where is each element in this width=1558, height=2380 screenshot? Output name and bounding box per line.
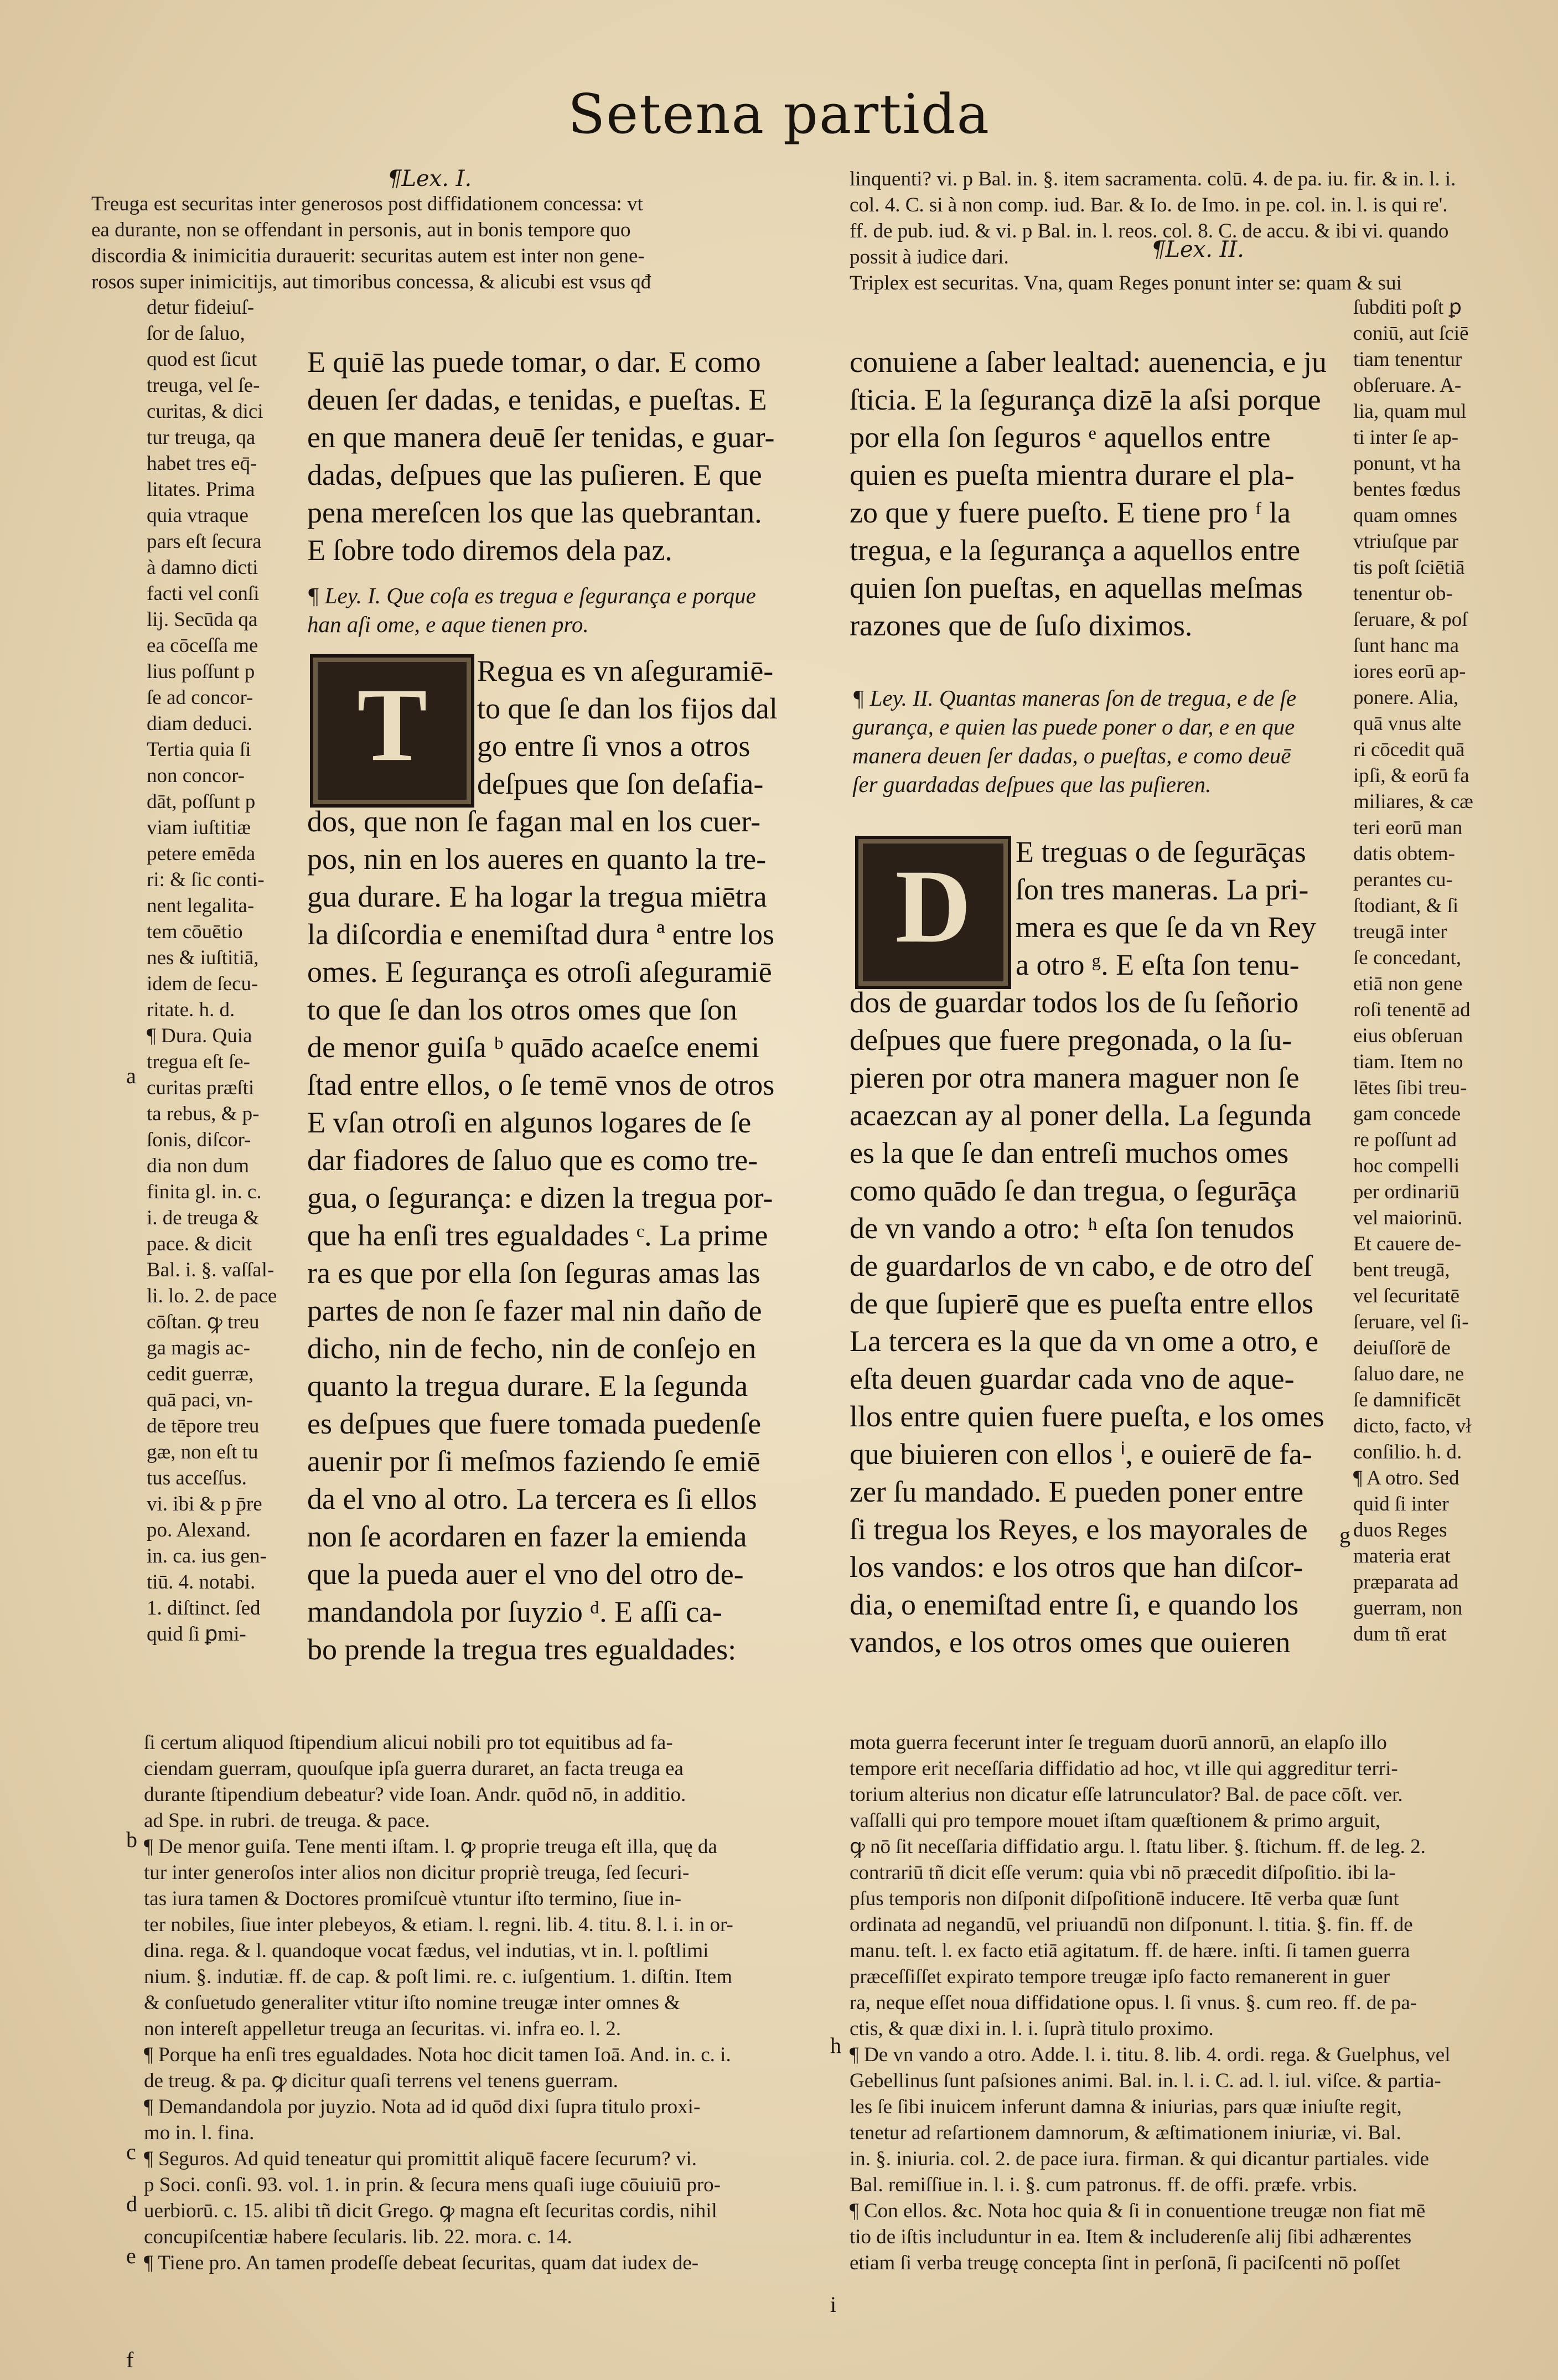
gloss-line: torium alterius non dicatur eſſe latrunculator? Bal. de pace cōſt. ver. — [850, 1783, 1403, 1806]
gloss-line: præceſſiſſet expirato tempore treugæ ipſo facto remanerent in guer — [850, 1965, 1390, 1988]
gloss-line: mota guerra fecerunt inter ſe treguam duorū annorū, an elapſo illo — [850, 1731, 1387, 1754]
gloss-line: roſi tenentē ad — [1353, 998, 1471, 1021]
gloss-line: ¶ Con ellos. &c. Nota hoc quia & ſi in conuentione treugæ non fiat mē — [850, 2200, 1426, 2222]
gloss-line: li. lo. 2. de pace — [147, 1285, 277, 1307]
left-gloss-top — [91, 191, 830, 295]
text-line: omes. E ſegurança es otroſi aſeguramiē — [307, 955, 772, 989]
gloss-line: gæ, non eſt tu — [147, 1441, 258, 1463]
ley-ii-text — [850, 984, 1348, 1661]
text-line: eſta deuen guardar cada vno de aque- — [850, 1362, 1295, 1395]
main-column-2-intro — [850, 343, 1348, 644]
text-line: de que ſupierē que es pueſta entre ellos — [850, 1287, 1314, 1320]
gloss-line: ea cōceſſa me — [147, 634, 258, 657]
text-line: que la pueda auer el vno del otro de- — [307, 1558, 744, 1591]
gloss-line: ff. de pub. iud. & vi. p Bal. in. l. reos. col. 8. C. de accu. & ibi vi. quando — [850, 220, 1449, 242]
gloss-line: tiū. 4. notabi. — [147, 1571, 256, 1593]
gloss-line: Tertia quia ſi — [147, 738, 251, 761]
text-line: mera es que ſe da vn Rey — [1016, 910, 1316, 944]
ley-i-heading — [307, 581, 816, 639]
gloss-line: ritate. h. d. — [147, 998, 235, 1021]
gloss-line: tregua eſt ſe- — [147, 1051, 250, 1073]
text-line: dos de guardar todos los de ſu ſeñorio — [850, 986, 1299, 1019]
text-line: ſticia. E la ſegurança dizē la aſsi porque — [850, 383, 1321, 416]
gloss-line: vel ſecuritatē — [1353, 1285, 1460, 1307]
gloss-line: tiam tenentur — [1353, 348, 1462, 371]
gloss-line: nes & iuſtitiā, — [147, 946, 259, 969]
text-line: mandandola por ſuyzio ᵈ. E aſſi ca- — [307, 1595, 723, 1628]
gloss-line: datis obtem- — [1353, 842, 1455, 865]
gloss-letter-b: b — [126, 1827, 137, 1852]
gloss-letter-h: h — [830, 2033, 841, 2058]
gloss-line: pace. & dicit — [147, 1233, 252, 1255]
gloss-line: manu. teſt. l. ex facto etiā agitatum. ff. de hære. inſti. ſi tamen guerra — [850, 1939, 1410, 1962]
text-line: es deſpues que fuere tomada puedenſe — [307, 1407, 762, 1440]
gloss-line: ¶ Tiene pro. An tamen prodeſſe debeat ſecuritas, quam dat iudex de- — [144, 2252, 699, 2274]
gloss-line: ſubditi poſt ꝑ — [1353, 296, 1462, 319]
gloss-line: ordinata ad negandū, vel priuandū non diſponunt. l. titia. §. fin. ff. de — [850, 1913, 1413, 1936]
gloss-line: po. Alexand. — [147, 1519, 251, 1541]
text-line: pos, nin en los aueres en quanto la tre- — [307, 842, 767, 876]
gloss-line: etiā non gene — [1353, 972, 1463, 995]
gloss-line: treuga, vel ſe- — [147, 374, 260, 397]
initial-letter: D — [895, 848, 971, 965]
gloss-line: ri: & ſic conti- — [147, 868, 265, 891]
gloss-line: ¶ Porque ha enſi tres egualdades. Nota hoc dicit tamen Ioā. And. in. c. i. — [144, 2043, 731, 2066]
text-line: dadas, deſpues que las puſieren. E que — [307, 458, 762, 491]
gloss-letter-a: a — [126, 1063, 136, 1088]
gloss-line: ſor de ſaluo, — [147, 322, 245, 345]
text-line: partes de non ſe fazer mal nin daño de — [307, 1294, 762, 1327]
gloss-line: habet tres eq̄- — [147, 452, 257, 475]
gloss-line: facti vel conſi — [147, 582, 260, 605]
gloss-line: pſus temporis non diſponit diſpoſitionē inducere. Itē verba quæ ſunt — [850, 1887, 1399, 1910]
text-line: quien ſon pueſtas, en aquellas meſmas — [850, 571, 1303, 604]
text-line: conuiene a ſaber lealtad: auenencia, e ju — [850, 345, 1327, 379]
text-line: de guardarlos de vn cabo, e de otro deſ — [850, 1249, 1312, 1282]
text-line: de menor guiſa ᵇ quādo acaeſce enemi — [307, 1031, 760, 1064]
gloss-line: quam omnes — [1353, 504, 1458, 527]
gloss-line: gam concede — [1353, 1103, 1461, 1125]
gloss-line: ¶ A otro. Sed — [1353, 1467, 1459, 1489]
gloss-line: i. de treuga & — [147, 1207, 260, 1229]
text-line: dicho, nin de fecho, nin de conſejo en — [307, 1332, 757, 1365]
gloss-line: lētes ſibi treu- — [1353, 1077, 1467, 1099]
gloss-line: à damno dicti — [147, 556, 258, 579]
left-narrow-gloss — [147, 294, 291, 1647]
text-line: zer ſu mandado. E pueden poner entre — [850, 1475, 1304, 1508]
gloss-line: in. §. iniuria. col. 2. de pace iura. firman. & qui dicantur partiales. vide — [850, 2148, 1429, 2170]
decorated-initial-d — [855, 836, 1011, 989]
heading-line: gurança, e quien las puede poner o dar, e en que — [852, 714, 1295, 739]
ley-ii-beside-initial — [1016, 833, 1348, 984]
gloss-line: guerram, non — [1353, 1597, 1463, 1620]
gloss-line: lij. Secūda qa — [147, 608, 258, 631]
gloss-line: ea durante, non se offendant in personis, aut in bonis tempore quo — [91, 219, 631, 241]
text-line: bo prende la tregua tres egualdades: — [307, 1633, 737, 1666]
text-line: da el vno al otro. La tercera es ſi ellos — [307, 1482, 757, 1515]
gloss-line: tiam. Item no — [1353, 1051, 1463, 1073]
text-line: to que ſe dan los fijos dal — [477, 692, 778, 725]
gloss-line: tem cōuētio — [147, 920, 243, 943]
text-line: gua durare. E ha logar la tregua miētra — [307, 880, 767, 913]
gloss-line: tenetur ad reſartionem damnorum, & æſtimationem iniuriæ, vi. Bal. — [850, 2122, 1401, 2144]
gloss-line: mo in. l. fina. — [144, 2122, 255, 2144]
gloss-line: ¶ Seguros. Ad quid teneatur qui promittit aliquē facere ſecurum? vi. — [144, 2148, 697, 2170]
text-line: to que ſe dan los otros omes que ſon — [307, 993, 737, 1026]
text-line: vandos, e los otros omes que ouieren — [850, 1626, 1291, 1659]
gloss-line: contrariū tñ dicit eſſe verum: quia vbi nō præcedit diſpoſitio. ibi la- — [850, 1861, 1396, 1884]
text-line: E quiē las puede tomar, o dar. E como — [307, 345, 761, 379]
gloss-line: col. 4. C. si à non comp. iud. Bar. & Io. de Imo. in pe. col. in. l. is qui re'. — [850, 194, 1448, 216]
bottom-right-gloss — [850, 1730, 1519, 2276]
gloss-line: ponunt, vt ha — [1353, 452, 1461, 475]
text-line: deſpues que ſon deſafia- — [477, 767, 764, 800]
gloss-line: per ordinariū — [1353, 1181, 1460, 1203]
text-line: La tercera es la que da vn ome a otro, e — [850, 1324, 1319, 1358]
ley-ii-heading — [852, 684, 1350, 799]
gloss-letter-e: e — [126, 2243, 136, 2268]
gloss-line: ꝙ nō ſit neceſſaria diffidatio argu. l. ſtatu liber. §. ſtichum. ff. de leg. 2. — [850, 1835, 1426, 1858]
text-line: gua, o ſegurança: e dizen la tregua por- — [307, 1181, 773, 1214]
heading-line: ¶ Ley. I. Que coſa es tregua e ſegurança e porque — [307, 583, 756, 608]
text-line: es la que ſe dan entreſi muchos omes — [850, 1136, 1289, 1170]
gloss-line: ſunt hanc ma — [1353, 634, 1459, 657]
gloss-line: duos Reges — [1353, 1519, 1447, 1541]
gloss-line: nium. §. indutiæ. ff. de cap. & poſt limi. re. c. iuſgentium. 1. diſtin. Item — [144, 1965, 732, 1988]
gloss-line: quod est ſicut — [147, 348, 257, 371]
gloss-line: quā paci, vn- — [147, 1389, 253, 1411]
gloss-line: pars eſt ſecura — [147, 530, 262, 553]
gloss-line: teri eorū man — [1353, 816, 1463, 839]
gloss-line: præparata ad — [1353, 1571, 1459, 1593]
gloss-line: conſilio. h. d. — [1353, 1441, 1462, 1463]
text-line: dia, o enemiſtad entre ſi, e quando los — [850, 1588, 1299, 1621]
gloss-line: ſe ad concor- — [147, 686, 253, 709]
text-line: quanto la tregua durare. E la ſegunda — [307, 1369, 748, 1403]
gloss-line: detur fideiuſ- — [147, 296, 255, 319]
heading-line: ſer guardadas deſpues que las puſieren. — [852, 772, 1212, 797]
gloss-line: idem de ſecu- — [147, 972, 258, 995]
gloss-line: 1. diſtinct. ſed — [147, 1597, 261, 1620]
text-line: deuen ſer dadas, e tenidas, e pueſtas. E — [307, 383, 767, 416]
gloss-line: tur treuga, qa — [147, 426, 256, 449]
gloss-line: linquenti? vi. p Bal. in. §. item sacramenta. colū. 4. de pa. iu. fir. & in. l. i. — [850, 168, 1456, 190]
page-title: Setena partida — [567, 83, 991, 146]
decorated-initial-t — [310, 654, 474, 808]
text-line: go entre ſi vnos a otros — [477, 729, 750, 763]
text-line: non ſe acordaren en fazer la emienda — [307, 1520, 747, 1553]
ley-i-text — [307, 803, 816, 1668]
gloss-line: rosos super inimicitijs, aut timoribus concessa, & alicubi est vsus qđ — [91, 271, 651, 293]
text-line: que ha enſi tres egualdades ᶜ. La prime — [307, 1219, 768, 1252]
gloss-line: litates. Prima — [147, 478, 255, 501]
gloss-line: ri cōcedit quā — [1353, 738, 1465, 761]
gloss-line: tas iura tamen & Doctores promiſcuè vtuntur iſto termino, ſiue in- — [144, 1887, 682, 1910]
gloss-line: uerbiorū. c. 15. alibi tñ dicit Grego. ꝙ magna eſt ſecuritas cordis, nihil — [144, 2200, 717, 2222]
text-line: dar fiadores de ſaluo que es como tre- — [307, 1144, 758, 1177]
gloss-line: tempore erit neceſſaria diffidatio ad hoc, vt ille qui aggreditur terri- — [850, 1757, 1398, 1780]
gloss-letter-c: c — [126, 2139, 136, 2164]
gloss-line: quia vtraque — [147, 504, 249, 527]
gloss-line: quid ſi inter — [1353, 1493, 1449, 1515]
heading-line: han aſi ome, e aque tienen pro. — [307, 612, 589, 637]
gloss-line: etiam ſi verba treugę concepta ſint in perſonā, ſi paciſcenti nō poſſet — [850, 2252, 1400, 2274]
gloss-line: diam deduci. — [147, 712, 253, 735]
gloss-line: ſtodiant, & ſi — [1353, 894, 1459, 917]
gloss-line: discordia & inimicitia durauerit: securitas autem est inter non gene- — [91, 245, 645, 267]
gloss-line: concupiſcentiæ habere ſecularis. lib. 22. mora. c. 14. — [144, 2226, 572, 2248]
gloss-line: ſonis, diſcor- — [147, 1129, 251, 1151]
gloss-line: ¶ Dura. Quia — [147, 1025, 252, 1047]
gloss-line: ponere. Alia, — [1353, 686, 1459, 709]
gloss-line: treugā inter — [1353, 920, 1447, 943]
lex-ii-heading: ¶Lex. II. — [1151, 237, 1244, 262]
gloss-line: ſe concedant, — [1353, 946, 1462, 969]
gloss-line: cedit guerræ, — [147, 1363, 254, 1385]
gloss-line: tenentur ob- — [1353, 582, 1453, 605]
gloss-line: ¶ Demandandola por juyzio. Nota ad id quōd dixi ſupra titulo proxi- — [144, 2096, 701, 2118]
text-line: Regua es vn aſeguramiē- — [477, 654, 774, 687]
text-line: zo que y fuere pueſto. E tiene pro ᶠ la — [850, 496, 1291, 529]
gloss-line: ¶ De menor guiſa. Tene menti iſtam. l. ꝙ proprie treuga eſt illa, quę da — [144, 1835, 717, 1858]
gloss-line: ¶ De vn vando a otro. Adde. l. i. titu. 8. lib. 4. ordi. rega. & Guelphus, vel — [850, 2043, 1451, 2066]
text-line: ſtad entre ellos, o ſe temē vnos de otros — [307, 1068, 775, 1101]
gloss-line: dicto, facto, vł — [1353, 1415, 1472, 1437]
text-line: E vſan otroſi en algunos logares de ſe — [307, 1106, 752, 1139]
gloss-letter-f: f — [126, 2347, 134, 2372]
gloss-letter-g: g — [1339, 1523, 1350, 1548]
gloss-line: quā vnus alte — [1353, 712, 1462, 735]
gloss-line: les ſe ſibi inuicem inferunt damna & iniurias, pars quæ iniuſte regit, — [850, 2096, 1402, 2118]
gloss-line: hoc compelli — [1353, 1155, 1460, 1177]
gloss-line: ſeruare, vel ſi- — [1353, 1311, 1469, 1333]
right-gloss-top — [850, 166, 1519, 296]
gloss-line: re poſſunt ad — [1353, 1129, 1457, 1151]
gloss-line: ſaluo dare, ne — [1353, 1363, 1464, 1385]
gloss-line: ipſi, & eorū fa — [1353, 764, 1469, 787]
text-line: de vn vando a otro: ʰ eſta ſon tenudos — [850, 1212, 1295, 1245]
text-line: E ſobre todo diremos dela paz. — [307, 534, 672, 567]
text-line: ra es que por ella ſon ſeguras amas las — [307, 1256, 760, 1290]
gloss-line: vtriuſque par — [1353, 530, 1459, 553]
gloss-line: possit à iudice dari. — [850, 246, 1009, 268]
text-line: ſon tres maneras. La pri- — [1016, 873, 1309, 906]
ley-i-beside-initial — [477, 652, 815, 803]
text-line: auenir por ſi meſmos faziendo ſe emiē — [307, 1445, 760, 1478]
gloss-line: non intereſt appelletur treuga an ſecuritas. vi. infra eo. l. 2. — [144, 2017, 621, 2040]
text-line: en que manera deuē ſer tenidas, e guar- — [307, 421, 775, 454]
gloss-line: ad Spe. in rubri. de treuga. & pace. — [144, 1809, 430, 1832]
gloss-line: vi. ibi & p p̄re — [147, 1493, 262, 1515]
gloss-line: tus acceſſus. — [147, 1467, 247, 1489]
gloss-line: vaſſalli qui pro tempore mouet iſtam quæſtionem & primo arguit, — [850, 1809, 1381, 1832]
gloss-line: ter nobiles, ſiue inter plebeyos, & etiam. l. regni. lib. 4. titu. 8. l. i. in or- — [144, 1913, 733, 1936]
text-line: acaezcan ay al poner della. La ſegunda — [850, 1099, 1312, 1132]
text-line: deſpues que fuere pregonada, o la ſu- — [850, 1023, 1292, 1057]
gloss-line: perantes cu- — [1353, 868, 1453, 891]
gloss-line: ciendam guerram, quouſque ipſa guerra duraret, an facta treuga ea — [144, 1757, 684, 1780]
gloss-line: lia, quam mul — [1353, 400, 1467, 423]
initial-letter: T — [357, 666, 427, 783]
gloss-line: ti inter ſe ap- — [1353, 426, 1459, 449]
gloss-line: ga magis ac- — [147, 1337, 250, 1359]
text-line: dos, que non ſe fagan mal en los cuer- — [307, 805, 761, 838]
gloss-line: Bal. remiſſiue in. l. i. §. cum patronus. ff. de offi. præfe. vrbis. — [850, 2174, 1358, 2196]
main-column-1-intro — [307, 343, 816, 569]
gloss-line: curitas, & dici — [147, 400, 263, 423]
gloss-line: viam iuſtitiæ — [147, 816, 251, 839]
gloss-line: coniū, aut ſciē — [1353, 322, 1469, 345]
text-line: a otro ᵍ. E eſta ſon tenu- — [1016, 948, 1300, 981]
gloss-line: bentes fœdus — [1353, 478, 1461, 501]
text-line: ſi tregua los Reyes, e los mayorales de — [850, 1513, 1308, 1546]
gloss-line: durante ſtipendium debeatur? vide Ioan. Andr. quōd nō, in additio. — [144, 1783, 686, 1806]
gloss-line: miliares, & cæ — [1353, 790, 1473, 813]
gloss-line: dum tñ erat — [1353, 1623, 1447, 1646]
gloss-line: p Soci. conſi. 93. vol. 1. in prin. & ſecura mens quaſi iuge cōuiuiū pro- — [144, 2174, 721, 2196]
gloss-line: nent legalita- — [147, 894, 255, 917]
gloss-line: cōſtan. ꝙ treu — [147, 1311, 260, 1333]
lex-i-heading: ¶Lex. I. — [387, 166, 472, 192]
gloss-line: lius poſſunt p — [147, 660, 255, 683]
gloss-line: Bal. i. §. vaſſal- — [147, 1259, 275, 1281]
text-line: razones que de ſuſo diximos. — [850, 609, 1193, 642]
gloss-line: Et cauere de- — [1353, 1233, 1462, 1255]
text-line: quien es pueſta mientra durare el pla- — [850, 458, 1295, 491]
gloss-line: dina. rega. & l. quandoque vocat fædus, vel indutias, vt in. l. poſtlimi — [144, 1939, 709, 1962]
gloss-line: Treuga est securitas inter generosos post diffidationem concessa: vt — [91, 193, 643, 215]
gloss-line: tur inter generoſos inter alios non dicitur propriè treuga, ſed ſecuri- — [144, 1861, 690, 1884]
heading-line: ¶ Ley. II. Quantas maneras ſon de tregua, e de ſe — [852, 685, 1297, 711]
gloss-line: de treug. & pa. ꝙ dicitur quaſi terrens vel tenens guerram. — [144, 2069, 618, 2092]
heading-line: manera deuen ſer dadas, o pueſtas, e como deuē — [852, 743, 1291, 768]
text-line: que biuieren con ellos ⁱ, e ouierē de fa- — [850, 1437, 1312, 1471]
gloss-line: eius obſeruan — [1353, 1025, 1463, 1047]
gloss-line: iores eorū ap- — [1353, 660, 1466, 683]
gloss-line: non concor- — [147, 764, 245, 787]
gloss-line: ctis, & quæ dixi in. l. i. ſuprà titulo proximo. — [850, 2017, 1214, 2040]
text-line: E treguas o de ſegurāças — [1016, 835, 1306, 868]
gloss-line: ſi certum aliquod ſtipendium alicui nobili pro tot equitibus ad fa- — [144, 1731, 673, 1754]
text-line: la diſcordia e enemiſtad dura ª entre los — [307, 918, 775, 951]
text-line: tregua, e la ſegurança a aquellos entre — [850, 534, 1301, 567]
gloss-line: dia non dum — [147, 1155, 249, 1177]
gloss-letter-i: i — [830, 2292, 837, 2317]
gloss-line: Gebellinus ſunt paſsiones animi. Bal. in. l. i. C. ad. l. iul. viſce. & partia- — [850, 2069, 1441, 2092]
gloss-line: curitas præſti — [147, 1077, 255, 1099]
gloss-line: ſe damnificēt — [1353, 1389, 1461, 1411]
gloss-line: tis poſt ſciētiā — [1353, 556, 1465, 579]
text-line: pena mereſcen los que las quebrantan. — [307, 496, 762, 529]
gloss-line: quid ſi ꝑmi- — [147, 1623, 246, 1646]
gloss-line: vel maiorinū. — [1353, 1207, 1463, 1229]
gloss-line: petere emēda — [147, 842, 256, 865]
gloss-letter-d: d — [126, 2191, 137, 2216]
gloss-line: Triplex est securitas. Vna, quam Reges ponunt inter se: quam & sui — [850, 272, 1402, 294]
gloss-line: obſeruare. A- — [1353, 374, 1462, 397]
bottom-left-gloss — [144, 1730, 822, 2276]
text-line: llos entre quien fuere pueſta, e los omes — [850, 1400, 1324, 1433]
text-line: como quādo ſe dan tregua, o ſegurāça — [850, 1174, 1297, 1207]
text-line: pieren por otra manera maguer non ſe — [850, 1061, 1300, 1094]
gloss-line: ta rebus, & p- — [147, 1103, 260, 1125]
text-line: por ella ſon ſeguros ᵉ aquellos entre — [850, 421, 1271, 454]
gloss-line: bent treugā, — [1353, 1259, 1450, 1281]
gloss-line: ſeruare, & poſ — [1353, 608, 1468, 631]
gloss-line: ra, neque eſſet noua diffidatione opus. l. ſi vnus. §. cum reo. ff. de pa- — [850, 1991, 1417, 2014]
gloss-line: de tēpore treu — [147, 1415, 260, 1437]
gloss-line: in. ca. ius gen- — [147, 1545, 267, 1567]
gloss-line: deiuſſorē de — [1353, 1337, 1451, 1359]
gloss-line: materia erat — [1353, 1545, 1451, 1567]
gloss-line: finita gl. in. c. — [147, 1181, 262, 1203]
gloss-line: dāt, poſſunt p — [147, 790, 256, 813]
gloss-line: tio de iſtis includuntur in ea. Item & includerenſe alij ſibi adhærentes — [850, 2226, 1412, 2248]
right-narrow-gloss — [1353, 294, 1514, 1647]
gloss-line: & conſuetudo generaliter vtitur iſto nomine treugæ inter omnes & — [144, 1991, 680, 2014]
text-line: los vandos: e los otros que han diſcor- — [850, 1550, 1303, 1584]
